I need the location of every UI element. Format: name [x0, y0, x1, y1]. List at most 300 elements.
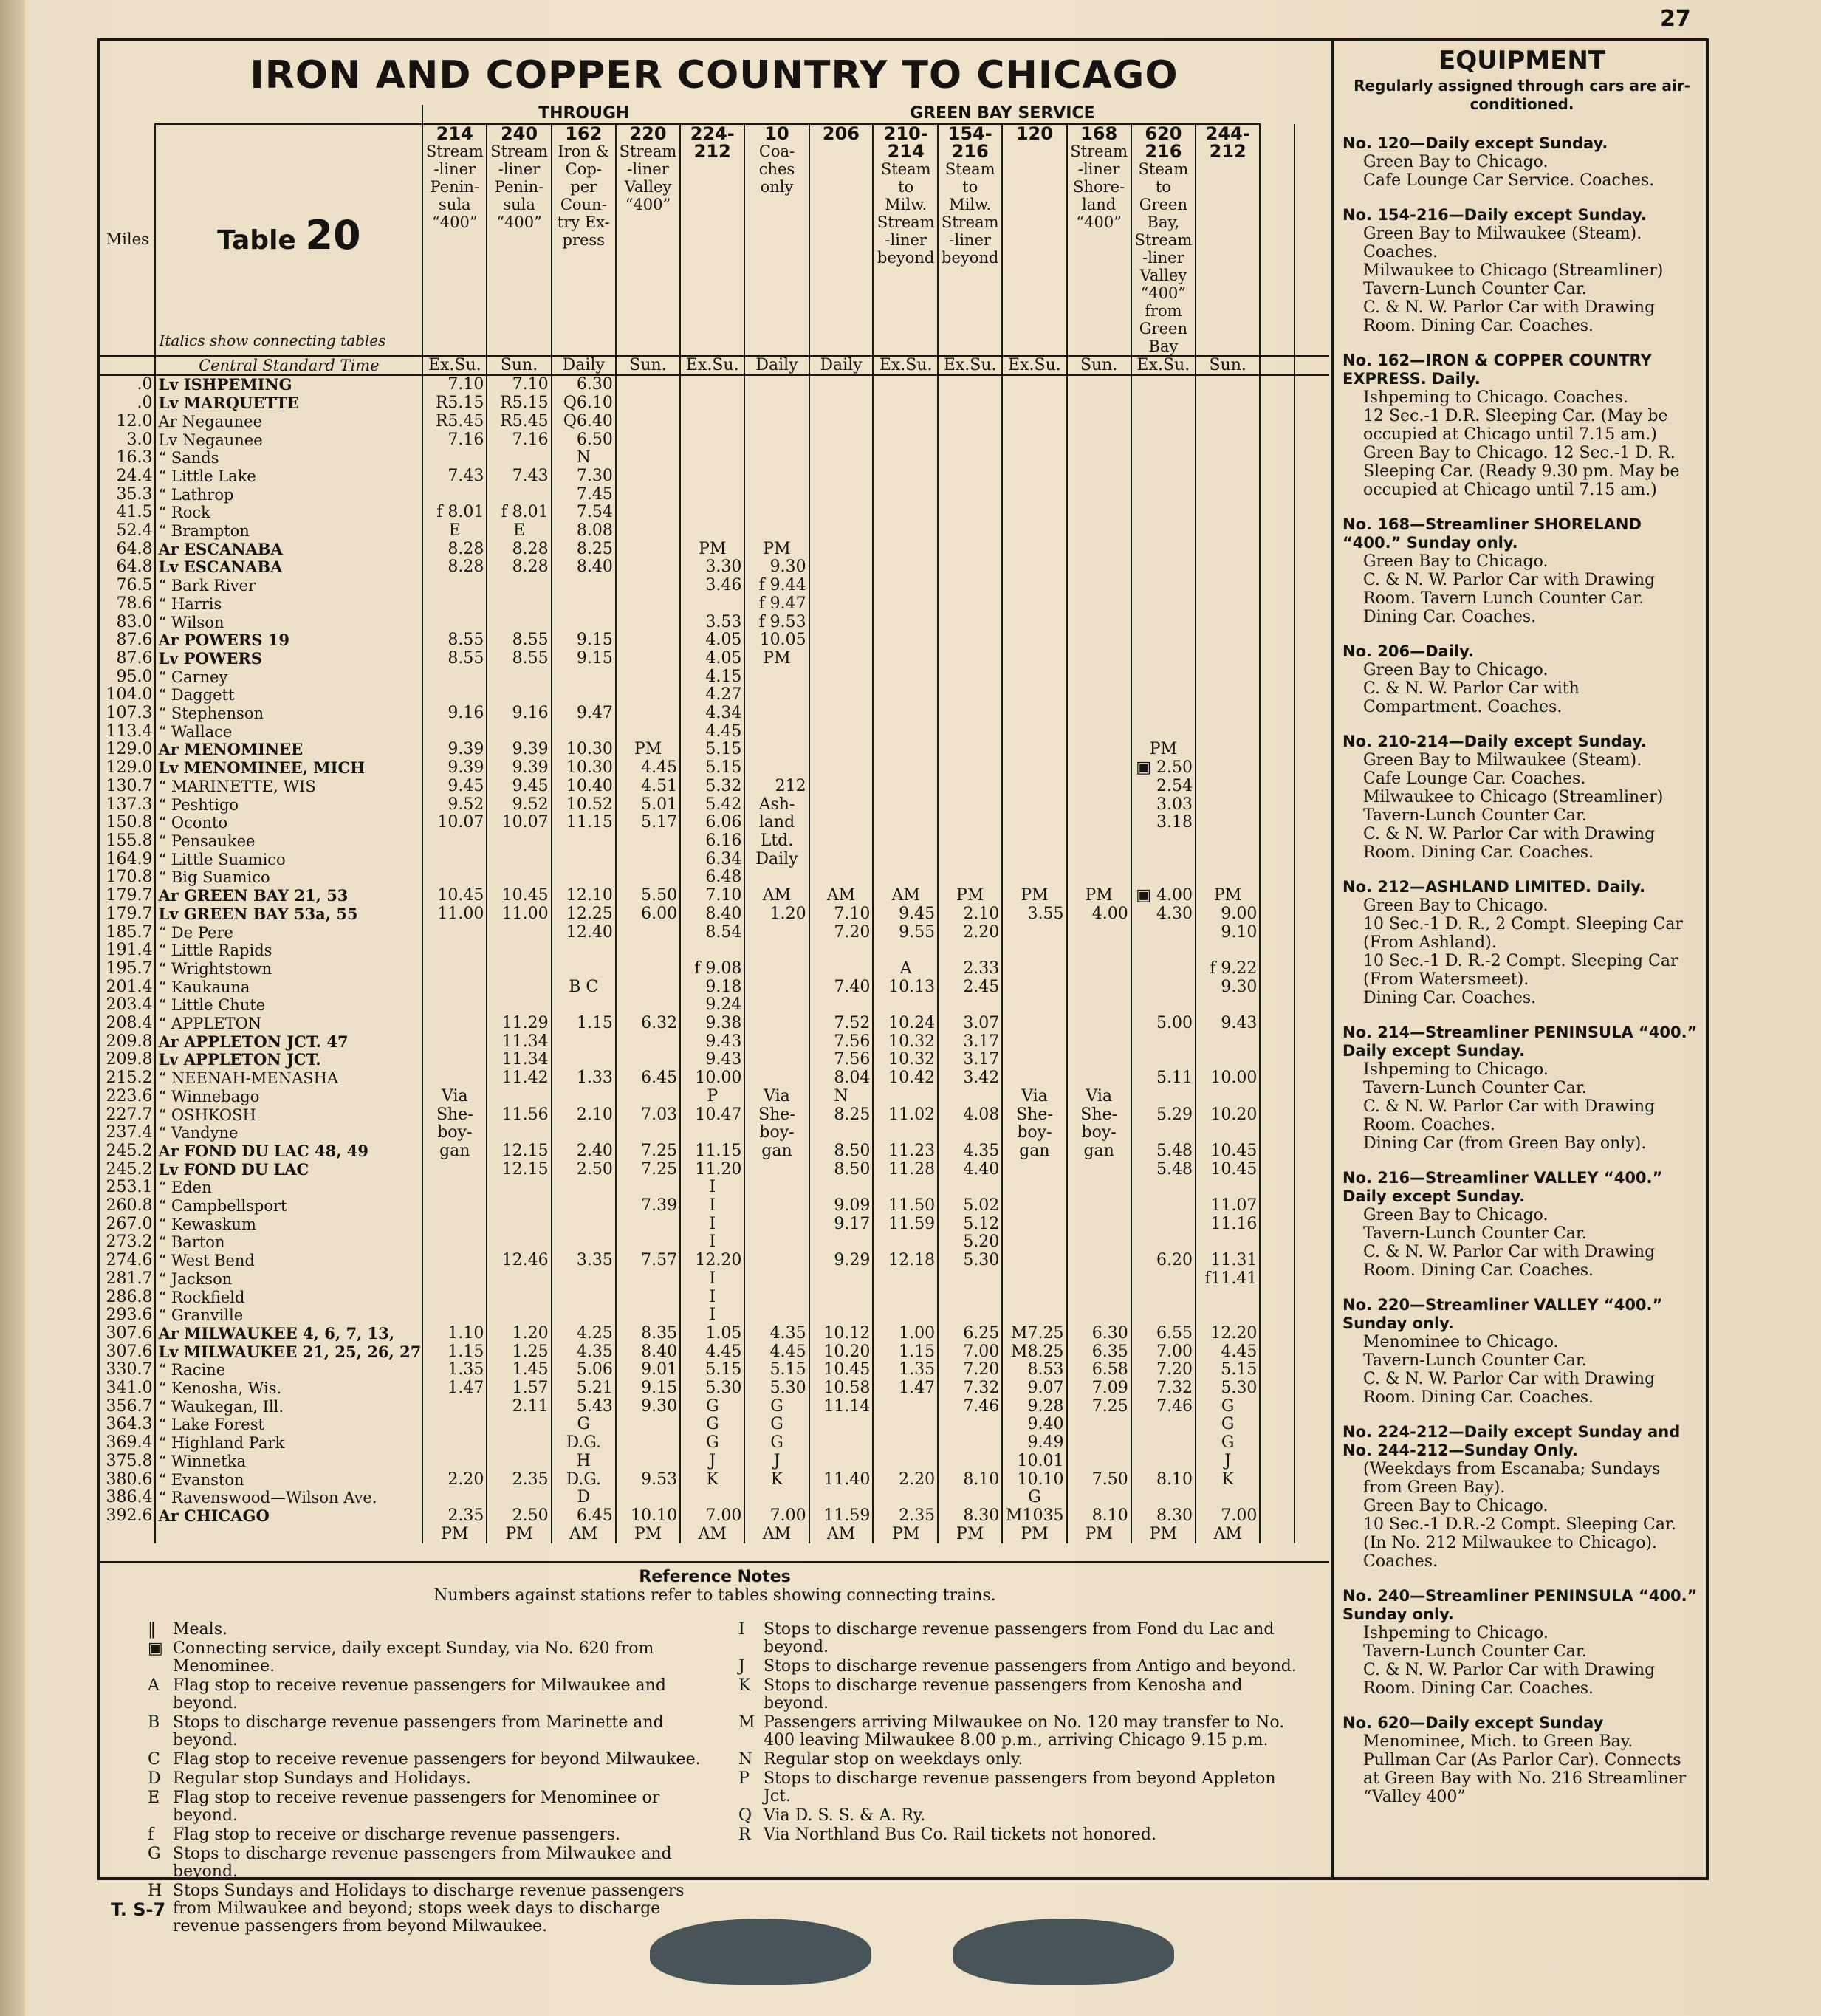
row-time: PM — [616, 741, 680, 759]
row-time — [938, 668, 1002, 687]
timetable-row — [100, 1289, 1329, 1307]
row-time: 8.55 — [487, 650, 551, 668]
row-time — [1002, 924, 1066, 942]
row-time — [809, 1306, 874, 1325]
row-time — [422, 668, 487, 687]
timetable-row — [100, 1233, 1329, 1252]
water-stain — [650, 1919, 871, 1985]
row-time: AM — [744, 1526, 809, 1544]
note-item — [738, 1770, 1300, 1806]
row-station — [155, 1526, 422, 1544]
row-time — [938, 1289, 1002, 1307]
row-time — [744, 868, 809, 887]
timetable-row — [100, 996, 1329, 1015]
row-time — [552, 577, 616, 595]
row-time — [744, 1069, 809, 1088]
row-time — [809, 741, 874, 759]
row-time: M8.25 — [1002, 1343, 1066, 1362]
row-time — [874, 541, 938, 559]
row-time: G — [1002, 1489, 1066, 1507]
row-time: 8.30 — [1131, 1507, 1196, 1526]
row-time: AM — [552, 1526, 616, 1544]
empty-cell — [1294, 1306, 1329, 1325]
row-time — [1067, 614, 1131, 632]
row-time — [1067, 978, 1131, 997]
empty-cell — [1260, 467, 1294, 486]
row-time — [744, 1216, 809, 1234]
row-time — [1131, 449, 1196, 467]
row-time: 5.15 — [1196, 1361, 1260, 1379]
note-key: B — [148, 1713, 160, 1732]
row-time — [874, 942, 938, 960]
row-time: 8.53 — [1002, 1361, 1066, 1379]
row-time: 4.05 — [680, 631, 744, 650]
empty-cell — [1260, 1233, 1294, 1252]
row-time: 10.58 — [809, 1379, 874, 1398]
row-time — [1002, 668, 1066, 687]
row-time — [874, 723, 938, 741]
row-time: A — [874, 960, 938, 978]
equipment-line: C. & N. W. Parlor Car with Drawing Room. Dining Car. Coaches. — [1363, 825, 1656, 862]
empty-cell — [1260, 1343, 1294, 1362]
row-time: 10.20 — [809, 1343, 874, 1362]
row-time — [938, 486, 1002, 504]
equipment-line: Dining Car. Coaches. — [1363, 608, 1537, 626]
empty-cell — [1294, 541, 1329, 559]
row-time — [487, 832, 551, 851]
row-time: M1035 — [1002, 1507, 1066, 1526]
timetable-row — [100, 1489, 1329, 1507]
train-header — [1002, 124, 1066, 356]
row-time: 5.15 — [680, 1361, 744, 1379]
row-time — [1196, 796, 1260, 815]
equipment-line: Milwaukee to Chicago (Streamliner) — [1363, 788, 1664, 806]
row-time — [874, 1088, 938, 1106]
row-time — [744, 978, 809, 997]
row-time — [1131, 1306, 1196, 1325]
row-time — [1131, 686, 1196, 704]
row-time: 9.16 — [487, 704, 551, 723]
row-time: 7.20 — [809, 924, 874, 942]
row-time — [1067, 650, 1131, 668]
equipment-line: C. & N. W. Parlor Car with Drawing Room. Dining Car. Coaches. — [1363, 298, 1656, 335]
row-time: E — [422, 522, 487, 541]
row-time: 10.01 — [1002, 1453, 1066, 1471]
row-time: 5.06 — [552, 1361, 616, 1379]
row-time: 1.05 — [680, 1325, 744, 1343]
row-time — [1131, 1416, 1196, 1434]
equipment-line: Dining Car (from Green Bay only). — [1363, 1134, 1647, 1153]
row-time: 6.50 — [552, 431, 616, 450]
train-number: 620 216 — [1145, 123, 1182, 162]
row-time — [744, 431, 809, 450]
row-time — [680, 1489, 744, 1507]
train-days: Ex.Su. — [680, 356, 744, 376]
row-time: D.G. — [552, 1471, 616, 1489]
row-time — [1002, 1161, 1066, 1179]
row-time — [552, 851, 616, 869]
train-header — [744, 124, 809, 356]
empty-cell — [1294, 1416, 1329, 1434]
row-time — [744, 1270, 809, 1289]
row-time — [874, 1124, 938, 1142]
note-item — [738, 1751, 1300, 1769]
row-time: 10.45 — [1196, 1142, 1260, 1161]
empty-cell — [1294, 1179, 1329, 1197]
row-station: Ar POWERS 19 — [155, 631, 422, 650]
row-time: G — [744, 1434, 809, 1453]
row-time: 9.52 — [422, 796, 487, 815]
row-time — [874, 1453, 938, 1471]
row-time — [1067, 960, 1131, 978]
row-time — [809, 375, 874, 394]
train-number: 10 — [764, 123, 789, 144]
empty-cell — [1260, 1416, 1294, 1434]
row-time — [487, 723, 551, 741]
row-time — [616, 1179, 680, 1197]
row-time — [809, 668, 874, 687]
row-time — [1067, 375, 1131, 394]
row-time: 11.59 — [809, 1507, 874, 1526]
empty-cell — [1260, 741, 1294, 759]
row-time — [1002, 778, 1066, 796]
row-time: 6.34 — [680, 851, 744, 869]
row-time: 1.15 — [552, 1015, 616, 1033]
row-time: 9.10 — [1196, 924, 1260, 942]
row-time: 8.08 — [552, 522, 616, 541]
row-time — [616, 595, 680, 614]
row-time — [938, 996, 1002, 1015]
group-green-bay: GREEN BAY SERVICE — [744, 105, 1260, 124]
row-time — [744, 942, 809, 960]
equipment-heading: No. 162—IRON & COPPER COUNTRY EXPRESS. Daily. — [1342, 352, 1652, 388]
row-time — [1002, 832, 1066, 851]
row-time — [938, 1489, 1002, 1507]
row-station: “ Kewaskum — [155, 1216, 422, 1234]
row-time: 10.00 — [1196, 1069, 1260, 1088]
row-time: 9.30 — [616, 1398, 680, 1416]
row-time: AM — [809, 887, 874, 905]
timetable-row — [100, 1270, 1329, 1289]
equipment-heading: No. 120—Daily except Sunday. — [1342, 134, 1608, 152]
row-time — [616, 1088, 680, 1106]
row-time — [744, 522, 809, 541]
row-time: AM — [874, 887, 938, 905]
row-time — [744, 1489, 809, 1507]
row-time — [616, 394, 680, 413]
row-time: 3.07 — [938, 1015, 1002, 1033]
equipment-line: C. & N. W. Parlor Car with Compartment. Coaches. — [1363, 679, 1580, 716]
empty-cell — [1260, 1471, 1294, 1489]
row-time — [874, 1289, 938, 1307]
row-time — [1131, 541, 1196, 559]
empty-cell — [1260, 978, 1294, 997]
row-time: 7.16 — [422, 431, 487, 450]
equipment-item — [1342, 206, 1701, 335]
row-time — [487, 668, 551, 687]
row-time — [1067, 686, 1131, 704]
row-time — [1131, 978, 1196, 997]
row-time — [1002, 942, 1066, 960]
row-time — [1067, 814, 1131, 832]
row-time — [487, 1416, 551, 1434]
row-time: 2.40 — [552, 1142, 616, 1161]
note-text: Stops to discharge revenue passengers from Milwaukee and beyond. — [173, 1845, 672, 1881]
empty-cell — [1294, 504, 1329, 522]
row-time: 9.00 — [1196, 905, 1260, 924]
train-header — [809, 124, 874, 356]
row-station: “ West Bend — [155, 1252, 422, 1270]
row-time — [1067, 1453, 1131, 1471]
row-time: 8.55 — [422, 631, 487, 650]
row-time — [938, 431, 1002, 450]
equipment-line: 10 Sec.-1 D. R.-2 Compt. Sleeping Car (From Watersmeet). — [1363, 952, 1678, 989]
row-time — [680, 431, 744, 450]
train-header — [616, 124, 680, 356]
train-days: Sun. — [1196, 356, 1260, 376]
row-time: She- — [1067, 1106, 1131, 1125]
train-number: 240 — [500, 123, 538, 144]
row-time — [1067, 1033, 1131, 1052]
row-time — [1067, 778, 1131, 796]
row-time: 3.35 — [552, 1252, 616, 1270]
row-station: Lv APPLETON JCT. — [155, 1051, 422, 1069]
row-time — [938, 868, 1002, 887]
row-time — [487, 577, 551, 595]
empty-cell — [1260, 868, 1294, 887]
empty-cell — [1260, 650, 1294, 668]
row-time — [874, 1416, 938, 1434]
row-station: “ Rock — [155, 504, 422, 522]
empty-cell — [1294, 978, 1329, 997]
row-time: 8.30 — [938, 1507, 1002, 1526]
row-time — [1196, 486, 1260, 504]
row-time: land — [744, 814, 809, 832]
row-time — [744, 1161, 809, 1179]
row-station: “ Granville — [155, 1306, 422, 1325]
row-time — [1196, 942, 1260, 960]
empty-cell — [1294, 1325, 1329, 1343]
row-time: PM — [1131, 741, 1196, 759]
row-time: 9.28 — [1002, 1398, 1066, 1416]
row-station: “ Evanston — [155, 1471, 422, 1489]
train-header-row — [100, 124, 1329, 356]
row-time — [1196, 686, 1260, 704]
miles-header: Miles — [100, 124, 155, 356]
empty-cell — [1294, 996, 1329, 1015]
empty-cell — [1294, 1015, 1329, 1033]
row-time — [809, 1179, 874, 1197]
row-time: R5.15 — [422, 394, 487, 413]
row-time: J — [680, 1453, 744, 1471]
row-time — [1196, 1124, 1260, 1142]
row-time — [616, 431, 680, 450]
empty-cell — [1260, 614, 1294, 632]
empty-cell — [1294, 1106, 1329, 1125]
empty-cell — [1260, 1507, 1294, 1526]
row-time — [744, 1306, 809, 1325]
empty-cell — [1294, 1197, 1329, 1216]
note-item — [148, 1789, 709, 1825]
row-time: 7.57 — [616, 1252, 680, 1270]
equipment-heading: No. 210-214—Daily except Sunday. — [1342, 733, 1647, 750]
empty-cell — [1294, 887, 1329, 905]
row-time — [422, 1179, 487, 1197]
row-time: 9.47 — [552, 704, 616, 723]
row-time: boy- — [744, 1124, 809, 1142]
note-item — [148, 1770, 709, 1788]
row-miles: 130.7 — [100, 778, 155, 796]
row-time — [1196, 759, 1260, 778]
row-time — [938, 650, 1002, 668]
row-time — [616, 631, 680, 650]
equipment-line: Green Bay to Chicago. 12 Sec.-1 D. R. Sleeping Car. (Ready 9.30 pm. May be occupied at Chicago until 7.15 am.) — [1363, 444, 1680, 499]
row-time: 11.29 — [487, 1015, 551, 1033]
row-station: “ OSHKOSH — [155, 1106, 422, 1125]
row-time — [552, 960, 616, 978]
row-time: AM — [744, 887, 809, 905]
row-time: 11.28 — [874, 1161, 938, 1179]
row-time — [680, 375, 744, 394]
empty-cell — [1260, 1051, 1294, 1069]
row-station: “ De Pere — [155, 924, 422, 942]
note-key: N — [738, 1750, 753, 1769]
train-days: Daily — [744, 356, 809, 376]
row-time — [809, 851, 874, 869]
notes-right-column — [738, 1621, 1300, 1845]
row-time — [1196, 375, 1260, 394]
timetable-row — [100, 595, 1329, 614]
row-time — [874, 741, 938, 759]
train-days: Ex.Su. — [1002, 356, 1066, 376]
row-time — [938, 759, 1002, 778]
row-time — [938, 577, 1002, 595]
row-time: B C — [552, 978, 616, 997]
row-time: 5.48 — [1131, 1161, 1196, 1179]
row-station: Ar CHICAGO — [155, 1507, 422, 1526]
empty-cell — [1294, 1161, 1329, 1179]
row-time: 4.30 — [1131, 905, 1196, 924]
empty-cell — [1294, 1471, 1329, 1489]
row-time — [1196, 723, 1260, 741]
row-time — [616, 978, 680, 997]
row-time: 10.45 — [809, 1361, 874, 1379]
train-header — [1196, 124, 1260, 356]
row-time — [1067, 1161, 1131, 1179]
empty-cell — [1260, 1161, 1294, 1179]
row-time: 5.00 — [1131, 1015, 1196, 1033]
equipment-line: Tavern-Lunch Counter Car. — [1363, 806, 1587, 825]
row-station: Lv GREEN BAY 53a, 55 — [155, 905, 422, 924]
row-time: 5.30 — [680, 1379, 744, 1398]
row-time — [616, 1216, 680, 1234]
row-time — [938, 614, 1002, 632]
train-days: Sun. — [616, 356, 680, 376]
row-time: 4.25 — [552, 1325, 616, 1343]
row-time — [1002, 1233, 1066, 1252]
row-time: 9.53 — [616, 1471, 680, 1489]
timetable-row — [100, 1015, 1329, 1033]
empty-cell — [1294, 686, 1329, 704]
row-time — [1131, 522, 1196, 541]
train-days: Ex.Su. — [874, 356, 938, 376]
row-time: 11.20 — [680, 1161, 744, 1179]
row-time: 4.35 — [744, 1325, 809, 1343]
row-time — [1196, 394, 1260, 413]
row-station: “ Jackson — [155, 1270, 422, 1289]
note-key: M — [738, 1713, 755, 1732]
timetable-row — [100, 668, 1329, 687]
note-key: E — [148, 1789, 160, 1807]
row-time — [1002, 1069, 1066, 1088]
row-time: 212 — [744, 778, 809, 796]
timetable-row — [100, 413, 1329, 431]
train-number: 168 — [1080, 123, 1118, 144]
water-stain — [953, 1919, 1174, 1985]
train-days: Sun. — [487, 356, 551, 376]
row-time — [616, 522, 680, 541]
note-text: Stops to discharge revenue passengers from Antigo and beyond. — [764, 1657, 1297, 1676]
row-time — [487, 486, 551, 504]
row-time — [938, 595, 1002, 614]
row-station: “ Peshtigo — [155, 796, 422, 815]
empty-cell — [1294, 759, 1329, 778]
timetable-row — [100, 558, 1329, 577]
row-time — [1067, 1179, 1131, 1197]
equipment-heading: No. 240—Streamliner PENINSULA “400.” Sunday only. — [1342, 1587, 1698, 1623]
row-time — [809, 467, 874, 486]
table-label-cell — [155, 124, 422, 356]
row-station: “ Highland Park — [155, 1434, 422, 1453]
row-time — [1131, 832, 1196, 851]
train-days: Daily — [552, 356, 616, 376]
empty-cell — [1294, 614, 1329, 632]
empty-cell — [1294, 1252, 1329, 1270]
row-time: 11.31 — [1196, 1252, 1260, 1270]
row-time — [874, 851, 938, 869]
row-time: 11.02 — [874, 1106, 938, 1125]
train-number: 214 — [436, 123, 473, 144]
row-time — [616, 1233, 680, 1252]
equipment-item — [1342, 878, 1701, 1007]
row-time — [1131, 650, 1196, 668]
row-time: 9.15 — [616, 1379, 680, 1398]
row-time — [744, 996, 809, 1015]
row-time: 11.34 — [487, 1051, 551, 1069]
notes-left-column — [148, 1621, 709, 1937]
row-time: 5.15 — [680, 759, 744, 778]
row-station: “ Kaukauna — [155, 978, 422, 997]
row-time: 9.52 — [487, 796, 551, 815]
row-time — [874, 504, 938, 522]
row-time: 7.39 — [616, 1197, 680, 1216]
row-time — [552, 1306, 616, 1325]
empty-cell — [1294, 1142, 1329, 1161]
table-label: Table 20 — [217, 212, 361, 259]
empty-cell — [1294, 1051, 1329, 1069]
row-miles: 35.3 — [100, 486, 155, 504]
row-time — [1131, 431, 1196, 450]
train-days: Sun. — [1067, 356, 1131, 376]
row-station: Lv MILWAUKEE 21, 25, 26, 27 — [155, 1343, 422, 1362]
empty-cell — [1260, 631, 1294, 650]
note-key: ▣ — [148, 1639, 163, 1658]
timetable-row — [100, 960, 1329, 978]
row-time — [938, 1306, 1002, 1325]
empty-column — [1260, 356, 1294, 376]
row-time: 2.10 — [938, 905, 1002, 924]
row-time: 6.45 — [616, 1069, 680, 1088]
